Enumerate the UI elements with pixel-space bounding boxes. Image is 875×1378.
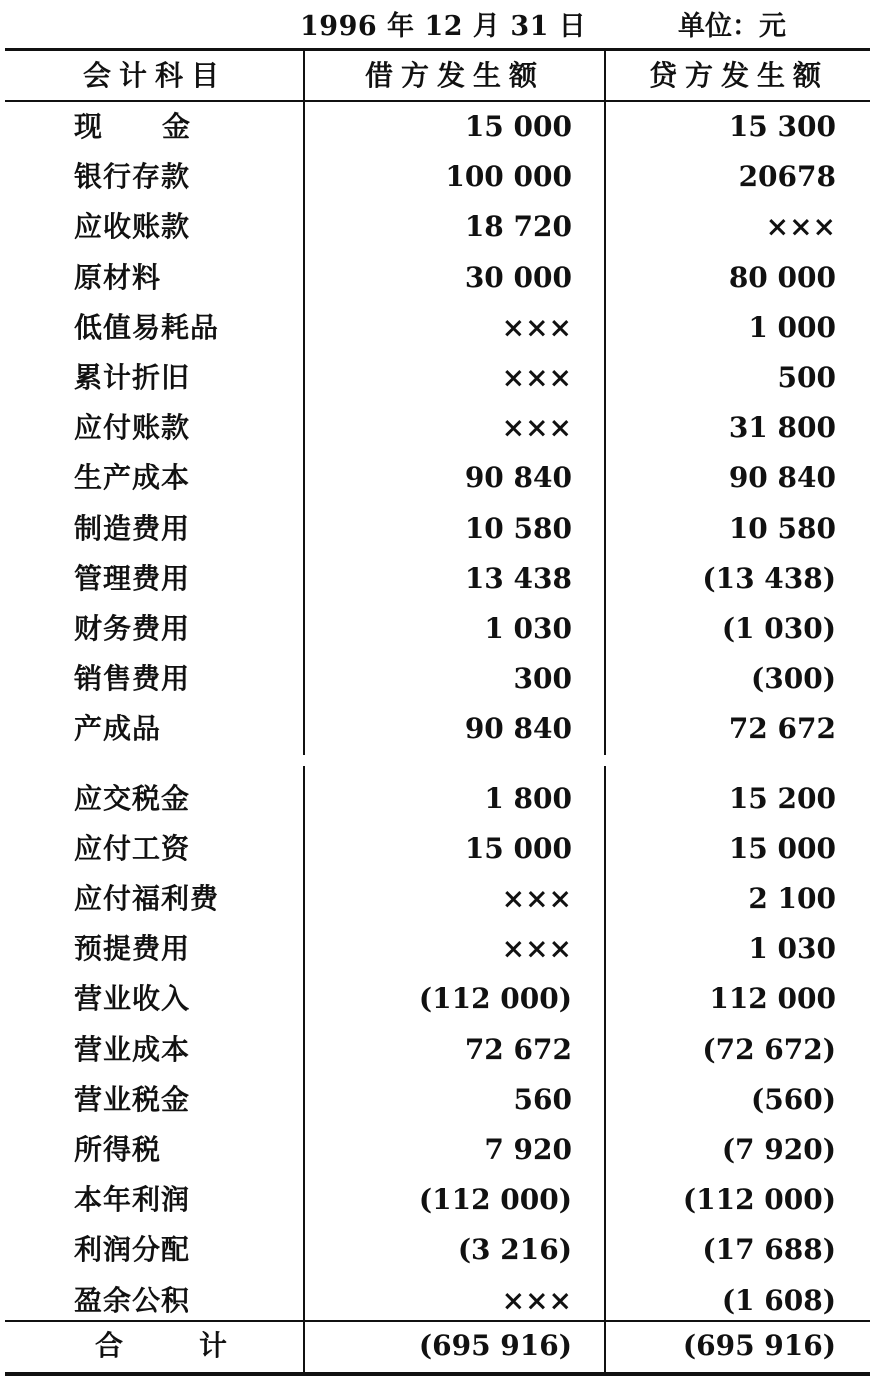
account-name: 利润分配 bbox=[74, 1233, 191, 1267]
credit-amount: (300) bbox=[751, 662, 836, 696]
table-row bbox=[0, 604, 875, 654]
account-name: 销售费用 bbox=[74, 662, 191, 696]
account-name: 管理费用 bbox=[74, 561, 191, 595]
account-name: 应付工资 bbox=[74, 831, 191, 865]
debit-amount: ××× bbox=[501, 310, 572, 344]
debit-amount: 18 720 bbox=[464, 210, 572, 244]
credit-amount: (13 438) bbox=[702, 561, 836, 595]
table-row bbox=[0, 504, 875, 554]
account-name: 原材料 bbox=[74, 260, 162, 294]
table-bottom-rule bbox=[5, 1372, 870, 1376]
account-name: 营业税金 bbox=[74, 1082, 191, 1116]
account-name: 盈余公积 bbox=[74, 1283, 191, 1317]
debit-amount: ××× bbox=[501, 361, 572, 394]
credit-amount: (17 688) bbox=[702, 1233, 836, 1267]
account-name: 预提费用 bbox=[74, 932, 191, 966]
table-row bbox=[0, 1276, 875, 1326]
table-row bbox=[0, 1225, 875, 1275]
debit-amount: ××× bbox=[501, 882, 572, 915]
account-name: 银行存款 bbox=[74, 160, 191, 194]
credit-amount: 2 100 bbox=[748, 882, 836, 915]
credit-amount: ××× bbox=[765, 210, 836, 244]
debit-amount: ××× bbox=[501, 1283, 572, 1317]
credit-amount: (72 672) bbox=[702, 1032, 836, 1066]
credit-amount: 112 000 bbox=[709, 982, 836, 1016]
account-name: 营业收入 bbox=[74, 982, 191, 1016]
credit-amount: 1 000 bbox=[748, 310, 836, 344]
account-name: 累计折旧 bbox=[74, 361, 191, 394]
table-row bbox=[0, 824, 875, 874]
debit-amount: 1 800 bbox=[484, 781, 572, 815]
total-row bbox=[0, 1321, 875, 1371]
table-caption bbox=[0, 0, 875, 44]
account-name: 应交税金 bbox=[74, 781, 191, 815]
table-row bbox=[0, 102, 875, 152]
debit-amount: ××× bbox=[501, 932, 572, 966]
credit-amount: 72 672 bbox=[728, 712, 836, 746]
table-row bbox=[0, 1175, 875, 1225]
credit-amount: (560) bbox=[751, 1082, 836, 1116]
debit-amount: 560 bbox=[513, 1082, 572, 1116]
credit-amount: 1 030 bbox=[748, 932, 836, 966]
debit-amount: 300 bbox=[513, 662, 572, 696]
account-name: 制造费用 bbox=[74, 511, 191, 545]
table-row bbox=[0, 202, 875, 252]
credit-amount: 31 800 bbox=[728, 411, 836, 445]
credit-amount: 500 bbox=[777, 361, 836, 394]
currency-unit: 单位：元 bbox=[678, 11, 786, 42]
table-row bbox=[0, 403, 875, 453]
debit-amount: (112 000) bbox=[418, 982, 572, 1016]
total-credit: (695 916) bbox=[682, 1329, 836, 1362]
account-name: 应付账款 bbox=[74, 411, 191, 445]
table-row bbox=[0, 253, 875, 303]
credit-amount: 10 580 bbox=[728, 511, 836, 545]
debit-amount: 10 580 bbox=[464, 511, 572, 545]
debit-amount: 90 840 bbox=[464, 712, 572, 746]
credit-amount: 15 300 bbox=[728, 110, 836, 143]
credit-amount: (1 030) bbox=[721, 612, 836, 645]
credit-amount: 80 000 bbox=[728, 260, 836, 294]
table-row bbox=[0, 353, 875, 403]
credit-amount: (1 608) bbox=[721, 1283, 836, 1317]
debit-amount: 15 000 bbox=[464, 831, 572, 865]
account-name: 营业成本 bbox=[74, 1032, 191, 1066]
debit-amount: 7 920 bbox=[484, 1133, 572, 1166]
table-row bbox=[0, 704, 875, 754]
table-row bbox=[0, 152, 875, 202]
account-name: 所得税 bbox=[74, 1133, 162, 1166]
debit-amount: (112 000) bbox=[418, 1183, 572, 1217]
table-header-row bbox=[0, 51, 875, 100]
debit-amount: 90 840 bbox=[464, 461, 572, 495]
credit-amount: 15 200 bbox=[728, 781, 836, 815]
ledger-table bbox=[0, 48, 875, 1376]
account-name: 现金 bbox=[74, 110, 251, 143]
table-row bbox=[0, 774, 875, 824]
total-label: 合计 bbox=[95, 1329, 304, 1362]
credit-amount: (7 920) bbox=[721, 1133, 836, 1166]
account-name: 财务费用 bbox=[74, 612, 191, 645]
credit-amount: (112 000) bbox=[682, 1183, 836, 1217]
table-row bbox=[0, 453, 875, 503]
account-name: 本年利润 bbox=[74, 1183, 191, 1217]
header-debit: 借方发生额 bbox=[364, 59, 545, 92]
debit-amount: 13 438 bbox=[464, 561, 572, 595]
header-account: 会计科目 bbox=[82, 59, 227, 92]
table-row bbox=[0, 1075, 875, 1125]
table-row bbox=[0, 924, 875, 974]
debit-amount: 100 000 bbox=[445, 160, 572, 194]
table-row bbox=[0, 654, 875, 704]
table-row bbox=[0, 874, 875, 924]
account-name: 应收账款 bbox=[74, 210, 191, 244]
debit-amount: (3 216) bbox=[457, 1233, 572, 1267]
table-row bbox=[0, 554, 875, 604]
credit-amount: 15 000 bbox=[728, 831, 836, 865]
table-row bbox=[0, 1125, 875, 1175]
account-name: 产成品 bbox=[74, 712, 162, 746]
total-debit: (695 916) bbox=[418, 1329, 572, 1362]
credit-amount: 90 840 bbox=[728, 461, 836, 495]
debit-amount: 72 672 bbox=[464, 1032, 572, 1066]
account-name: 低值易耗品 bbox=[74, 310, 220, 344]
credit-amount: 20678 bbox=[738, 160, 836, 194]
debit-amount: 30 000 bbox=[464, 260, 572, 294]
debit-amount: 15 000 bbox=[464, 110, 572, 143]
report-date: 1996 年 12 月 31 日 bbox=[300, 11, 587, 42]
table-row bbox=[0, 1025, 875, 1075]
table-row bbox=[0, 303, 875, 353]
account-name: 应付福利费 bbox=[74, 882, 220, 915]
account-name: 生产成本 bbox=[74, 461, 191, 495]
debit-amount: 1 030 bbox=[484, 612, 572, 645]
table-row bbox=[0, 974, 875, 1024]
header-credit: 贷方发生额 bbox=[648, 59, 829, 92]
debit-amount: ××× bbox=[501, 411, 572, 445]
